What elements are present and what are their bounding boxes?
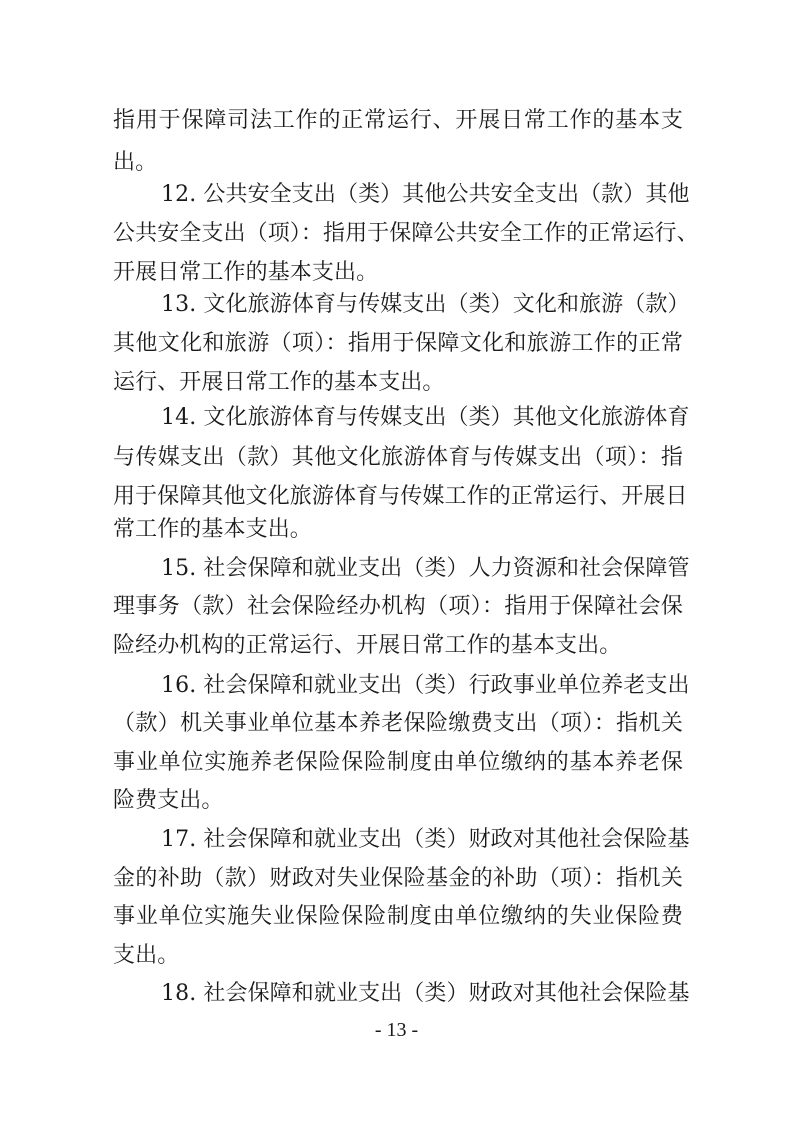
paragraph-15-heading: 15. 社会保障和就业支出（类）人力资源和社会保障管 [161,556,690,581]
text-line: 运行、开展日常工作的基本支出。 [113,370,445,395]
text-line: 支出。 [113,943,180,968]
paragraph-18-heading: 18. 社会保障和就业支出（类）财政对其他社会保险基 [161,981,690,1006]
text-line: 常工作的基本支出。 [113,517,312,542]
text-line: 与传媒支出（款）其他文化旅游体育与传媒支出（项）：指 [113,445,683,470]
text-line: （款）机关事业单位基本养老保险缴费支出（项）：指机关 [113,711,683,736]
text-line: 开展日常工作的基本支出。 [113,260,379,285]
text-line: 理事务（款）社会保险经办机构（项）：指用于保障社会保 [113,594,683,619]
text-line: 险费支出。 [113,788,224,813]
text-line: 出。 [113,150,158,175]
paragraph-13-heading: 13. 文化旅游体育与传媒支出（类）文化和旅游（款） [161,292,690,317]
text-line: 事业单位实施失业保险保险制度由单位缴纳的失业保险费 [113,904,683,929]
page-number: - 13 - [374,1019,419,1041]
text-line: 险经办机构的正常运行、开展日常工作的基本支出。 [113,633,622,658]
paragraph-12-heading: 12. 公共安全支出（类）其他公共安全支出（款）其他 [161,182,690,207]
paragraph-17-heading: 17. 社会保障和就业支出（类）财政对其他社会保险基 [161,827,690,852]
text-line: 用于保障其他文化旅游体育与传媒工作的正常运行、开展日 [113,484,688,509]
paragraph-14-heading: 14. 文化旅游体育与传媒支出（类）其他文化旅游体育 [161,405,690,430]
text-line: 公共安全支出（项）：指用于保障公共安全工作的正常运行、 [113,221,699,246]
text-line: 指用于保障司法工作的正常运行、开展日常工作的基本支 [113,108,683,133]
text-line: 事业单位实施养老保险保险制度由单位缴纳的基本养老保 [113,750,683,775]
text-line: 金的补助（款）财政对失业保险基金的补助（项）：指机关 [113,866,683,891]
text-line: 其他文化和旅游（项）：指用于保障文化和旅游工作的正常 [113,331,683,356]
paragraph-16-heading: 16. 社会保障和就业支出（类）行政事业单位养老支出 [161,673,690,698]
